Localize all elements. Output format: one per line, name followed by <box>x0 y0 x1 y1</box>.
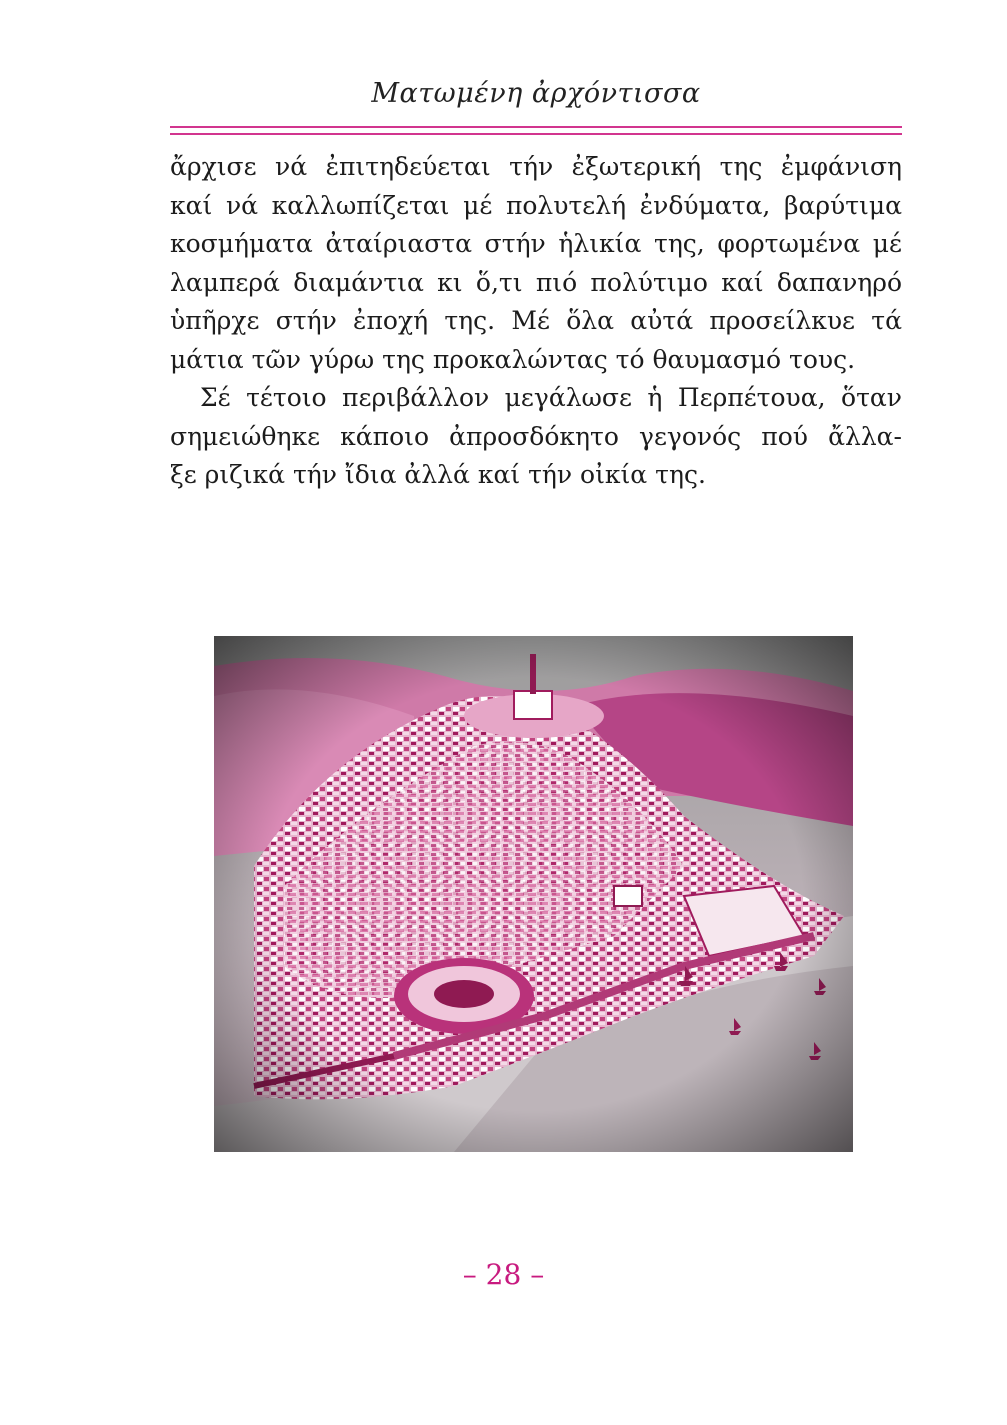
text-line: Σέ τέτοιο περιβάλλον μεγάλωσε ἡ Περπέτουα, ὅταν <box>200 383 902 412</box>
running-title: Ματωμένη ἀρχόντισσα <box>371 78 701 109</box>
header-rule-top <box>170 126 902 128</box>
text-line: λαμπερά διαμάντια κι ὅ,τι πιό πολύτιμο καί δαπανηρό <box>170 267 902 297</box>
header-rule-bottom <box>170 133 902 135</box>
text-line: μάτια τῶν γύρω της προκαλώντας τό θαυμασμό τους. <box>170 344 856 374</box>
text-line: ἄρχισε νά ἐπιτηδεύεται τήν ἐξωτερική της ἐμφάνιση <box>170 152 902 181</box>
text-line: κοσμήματα ἀταίριαστα στήν ἡλικία της, φορτωμένα μέ <box>170 229 902 258</box>
text-line: ξε ριζικά τήν ἴδια ἀλλά καί τήν οἰκία της. <box>170 460 706 489</box>
text-line: καί νά καλλωπίζεται μέ πολυτελή ἐνδύματα, βαρύτιμα <box>170 190 902 220</box>
page-number: – 28 – <box>462 1258 545 1291</box>
text-line: σημειώθηκε κάποιο ἀπροσδόκητο γεγονός πού ἄλλα- <box>170 421 902 451</box>
city-illustration <box>214 636 853 1152</box>
body-text <box>170 148 902 495</box>
text-line: ὑπῆρχε στήν ἐποχή της. Μέ ὅλα αὐτά προσείλκυε τά <box>170 306 902 335</box>
